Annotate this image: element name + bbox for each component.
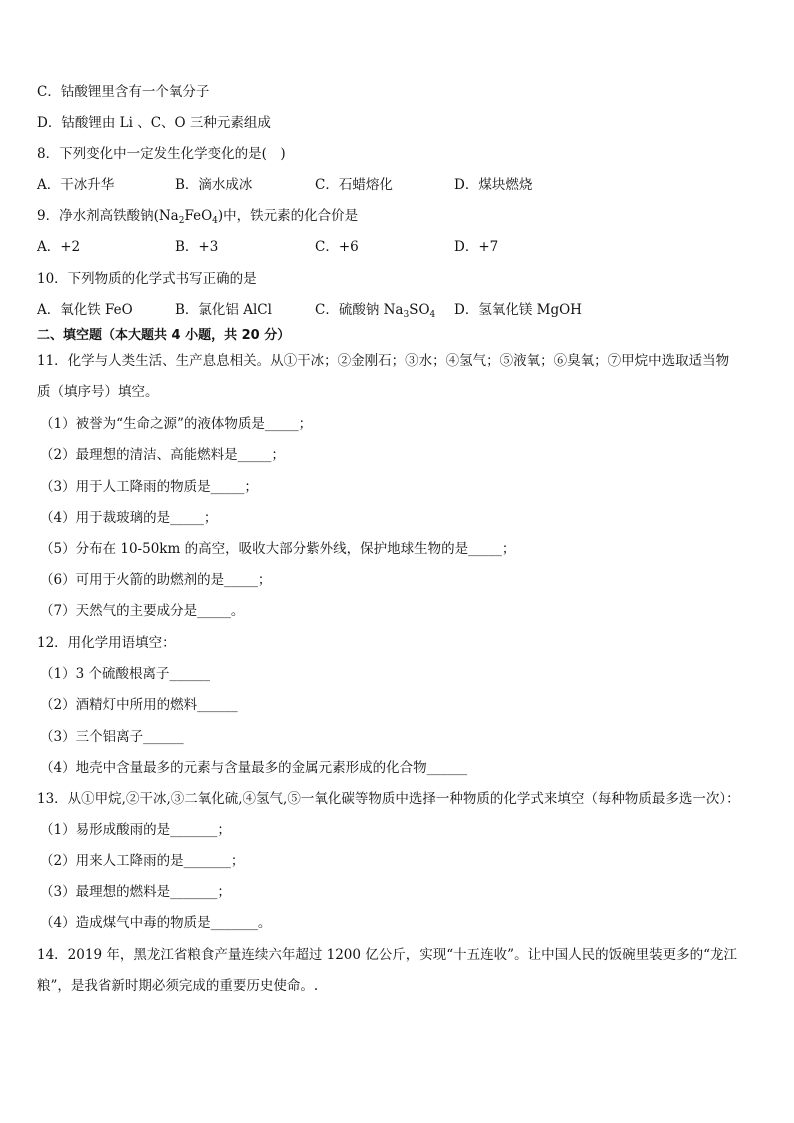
q11-stem-line2: 质（填序号）填空。 (37, 384, 159, 400)
q7-option-d: D．钴酸锂由 Li 、C、O 三种元素组成 (37, 115, 271, 131)
q9-option-a: A．+2 (37, 239, 81, 255)
q9-stem-sub2: 4 (212, 216, 218, 226)
q11-item-7: （7）天然气的主要成分是_____。 (40, 603, 245, 619)
q9-stem-sub1: 2 (178, 216, 185, 226)
q11-item-1: （1）被誉为“生命之源”的液体物质是_____； (40, 416, 313, 432)
q13-item-4: （4）造成煤气中毒的物质是_______。 (40, 915, 272, 931)
section-title: 二、填空题（本大题共 4 小题，共 20 分） (37, 328, 291, 343)
q10-option-c-pre: C．硫酸钠 Na (315, 302, 404, 318)
q12-item-2: （2）酒精灯中所用的燃料______ (40, 697, 238, 713)
q7-option-c: C．钴酸锂里含有一个氧分子 (37, 84, 210, 100)
q14-line2: 粮”，是我省新时期必须完成的重要历史使命。. (37, 978, 319, 994)
q14-line1: 14．2019 年，黑龙江省粮食产量连续六年超过 1200 亿公斤，实现“十五连收”。让中国人民的饭碗里装更多的“龙江 (37, 947, 737, 963)
q11-item-4: （4）用于裁玻璃的是_____； (40, 510, 218, 526)
q8-option-b: B．滴水成冰 (175, 177, 253, 193)
q10-option-b: B．氯化铝 AlCl (175, 302, 272, 318)
q10-option-a: A．氧化铁 FeO (37, 302, 133, 318)
q9-stem-post: )中，铁元素的化合价是 (217, 208, 359, 224)
q11-item-2: （2）最理想的清洁、高能燃料是_____； (40, 447, 285, 463)
q13-item-2: （2）用来人工降雨的是_______； (40, 853, 245, 869)
q10-option-c (315, 301, 435, 319)
q13-item-3: （3）最理想的燃料是_______； (40, 884, 231, 900)
q9-option-c: C．+6 (315, 239, 359, 255)
q9-stem (37, 207, 358, 225)
q8-stem: 8．下列变化中一定发生化学变化的是( ) (37, 146, 286, 162)
q11-item-3: （3）用于人工降雨的物质是_____； (40, 479, 258, 495)
q12-stem: 12．用化学用语填空： (37, 635, 176, 651)
q10-stem: 10．下列物质的化学式书写正确的是 (37, 271, 257, 287)
q13-item-1: （1）易形成酸雨的是_______； (40, 822, 231, 838)
q12-item-3: （3）三个铝离子______ (40, 729, 184, 745)
q9-option-b: B．+3 (175, 239, 219, 255)
q8-option-c: C．石蜡熔化 (315, 177, 393, 193)
q11-item-6: （6）可用于火箭的助燃剂的是_____； (40, 572, 272, 588)
q10-option-c-sub1: 3 (403, 310, 410, 320)
q10-option-d: D．氢氧化镁 MgOH (454, 302, 582, 318)
q8-option-d: D．煤块燃烧 (454, 177, 533, 193)
q8-option-a: A．干冰升华 (37, 177, 115, 193)
q12-item-4: （4）地壳中含量最多的元素与含量最多的金属元素形成的化合物______ (40, 760, 468, 776)
q11-item-5: （5）分布在 10-50km 的高空，吸收大部分紫外线，保护地球生物的是_____； (40, 541, 516, 557)
q9-stem-mid: FeO (184, 208, 213, 224)
q9-stem-pre: 9．净水剂高铁酸钠(Na (37, 208, 179, 224)
q12-item-1: （1）3 个硫酸根离子______ (40, 666, 210, 682)
q13-stem: 13．从①甲烷,②干冰,③二氧化硫,④氢气,⑤一氧化碳等物质中选择一种物质的化学式来填空（每种物质最多选一次）： (37, 791, 740, 807)
q9-option-d: D．+7 (454, 239, 499, 255)
q10-option-c-mid: SO (409, 302, 430, 318)
q10-option-c-sub2: 4 (429, 310, 436, 320)
q11-stem-line1: 11．化学与人类生活、生产息息相关。从①干冰；②金刚石；③水；④氢气；⑤液氧；⑥臭氧；⑦甲烷中选取适当物 (37, 353, 730, 369)
